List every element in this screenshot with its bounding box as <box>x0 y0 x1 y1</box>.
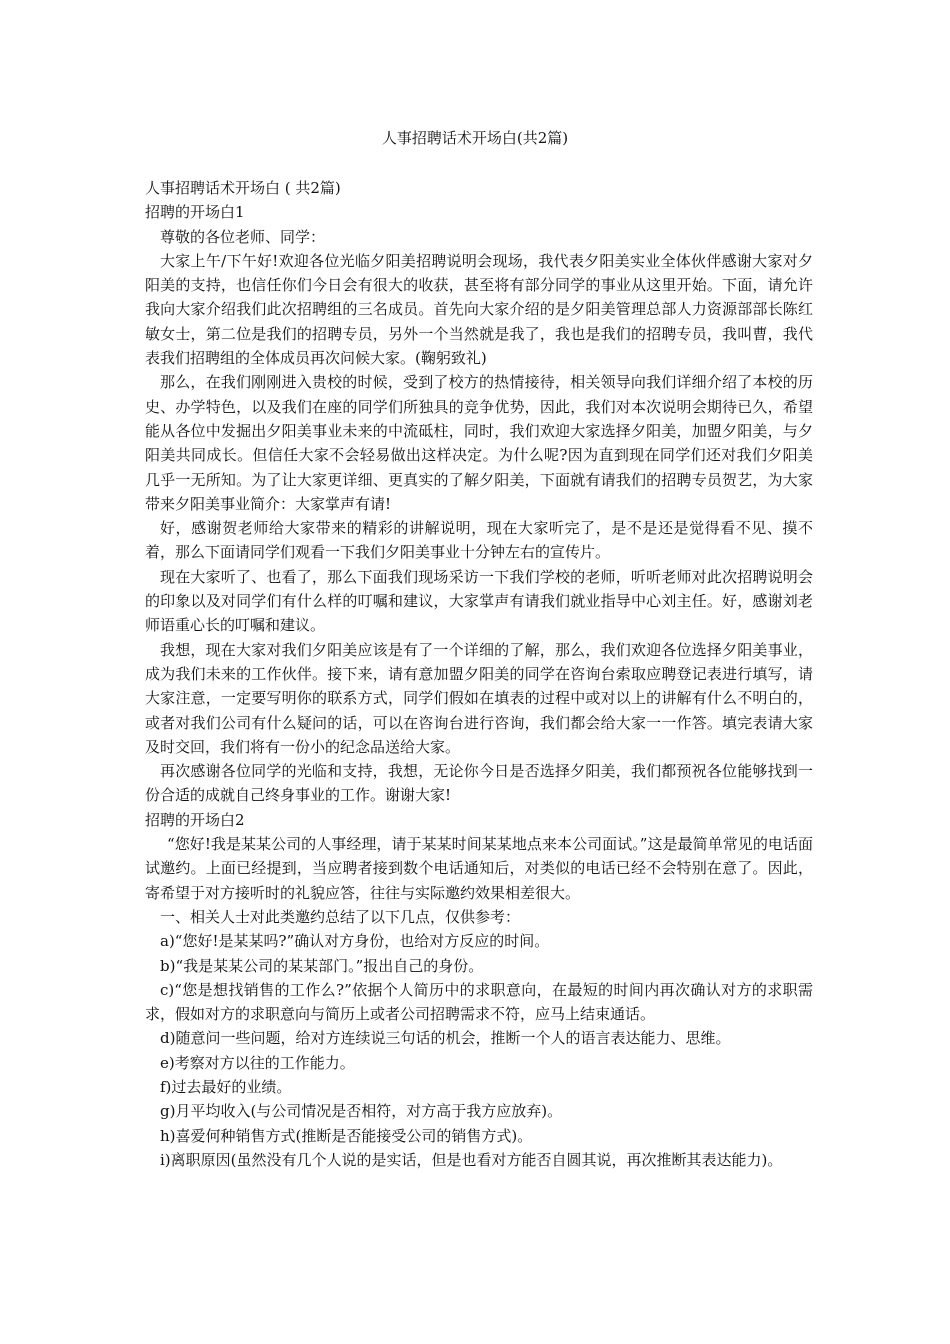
section-heading-1: 招聘的开场白1 <box>145 203 245 222</box>
list-item: d)随意问一些问题，给对方连续说三句话的机会，推断一个人的语言表达能力、思维。 <box>160 1029 731 1048</box>
greeting-paragraph: 尊敬的各位老师、同学： <box>160 227 326 246</box>
body-paragraph: 现在大家听了、也看了，那么下面我们现场采访一下我们学校的老师，听听老师对此次招聘说明会的印象以及对同学们有什么样的叮嘱和建议，大家掌声有请我们就业指导中心刘主任。好，感谢刘老师语重心长的叮嘱和建议。 <box>145 567 813 635</box>
list-item: h)喜爱何种销售方式(推断是否能接受公司的销售方式)。 <box>160 1126 533 1145</box>
body-paragraph: 好，感谢贺老师给大家带来的精彩的讲解说明，现在大家听完了，是不是还是觉得看不见、摸不着，那么下面请同学们观看一下我们夕阳美事业十分钟左右的宣传片。 <box>145 519 813 562</box>
body-paragraph: 大家上午/下午好!欢迎各位光临夕阳美招聘说明会现场，我代表夕阳美实业全体伙伴感谢大家对夕阳美的支持，也信任你们今日会有很大的收获，甚至将有部分同学的事业从这里开始。下面，请允许我向大家介绍我们此次招聘组的三名成员。首先向大家介绍的是夕阳美管理总部人力资源部部长陈红敏女士，第二位是我们的招聘专员，另外一个当然就是我了，我也是我们的招聘专员，我叫曹，我代表我们招聘组的全体成员再次问候大家。(鞠躬致礼) <box>145 251 813 368</box>
list-item: g)月平均收入(与公司情况是否相符，对方高于我方应放弃)。 <box>160 1102 563 1121</box>
body-paragraph: 我想，现在大家对我们夕阳美应该是有了一个详细的了解，那么，我们欢迎各位选择夕阳美事业，成为我们未来的工作伙伴。接下来，请有意加盟夕阳美的同学在咨询台索取应聘登记表进行填写，请大家注意，一定要写明你的联系方式，同学们假如在填表的过程中或对以上的讲解有什么不明白的，或者对我们公司有什么疑问的话，可以在咨询台进行咨询，我们都会给大家一一作答。填完表请大家及时交回，我们将有一份小的纪念品送给大家。 <box>145 640 813 756</box>
document-body <box>145 176 813 1172</box>
body-paragraph: “您好!我是某某公司的人事经理，请于某某时间某某地点来本公司面试。”这是最简单常见的电话面试邀约。上面已经提到，当应聘者接到数个电话通知后，对类似的电话已经不会特别在意了。因此，寄希望于对方接听时的礼貌应答，往往与实际邀约效果相差很大。 <box>145 835 813 902</box>
list-item: c)“您是想找销售的工作么?”依据个人简历中的求职意向，在最短的时间内再次确认对方的求职需求，假如对方的求职意向与简历上或者公司招聘需求不符，应马上结束通话。 <box>145 980 813 1024</box>
list-intro: 一、相关人士对此类邀约总结了以下几点，仅供参考： <box>160 907 521 926</box>
list-item: a)“您好!是某某吗?”确认对方身份，也给对方反应的时间。 <box>160 932 550 951</box>
list-item: f)过去最好的业绩。 <box>160 1077 292 1096</box>
list-item: b)“我是某某公司的某某部门。”报出自己的身份。 <box>160 956 484 975</box>
body-paragraph: 再次感谢各位同学的光临和支持，我想，无论你今日是否选择夕阳美，我们都预祝各位能够找到一份合适的成就自己终身事业的工作。谢谢大家! <box>145 762 813 805</box>
document-heading: 人事招聘话术开场白 ( 共2篇) <box>145 179 341 197</box>
body-paragraph: 那么，在我们刚刚进入贵校的时候，受到了校方的热情接待，相关领导向我们详细介绍了本校的历史、办学特色，以及我们在座的同学们所独具的竞争优势，因此，我们对本次说明会期待已久，希望能从各位中发掘出夕阳美事业未来的中流砥柱，同时，我们欢迎大家选择夕阳美，加盟夕阳美，与夕阳美共同成长。但信任大家不会轻易做出这样决定。为什么呢?因为直到现在同学们还对我们夕阳美几乎一无所知。为了让大家更详细、更真实的了解夕阳美，下面就有请我们的招聘专员贺艺，为大家带来夕阳美事业简介：大家掌声有请! <box>145 373 813 513</box>
document-title: 人事招聘话术开场白(共2篇) <box>381 129 569 147</box>
list-item: i)离职原因(虽然没有几个人说的是实话，但是也看对方能否自圆其说，再次推断其表达能力)。 <box>160 1150 783 1169</box>
section-heading-2: 招聘的开场白2 <box>145 810 245 829</box>
list-item: e)考察对方以往的工作能力。 <box>160 1053 355 1072</box>
